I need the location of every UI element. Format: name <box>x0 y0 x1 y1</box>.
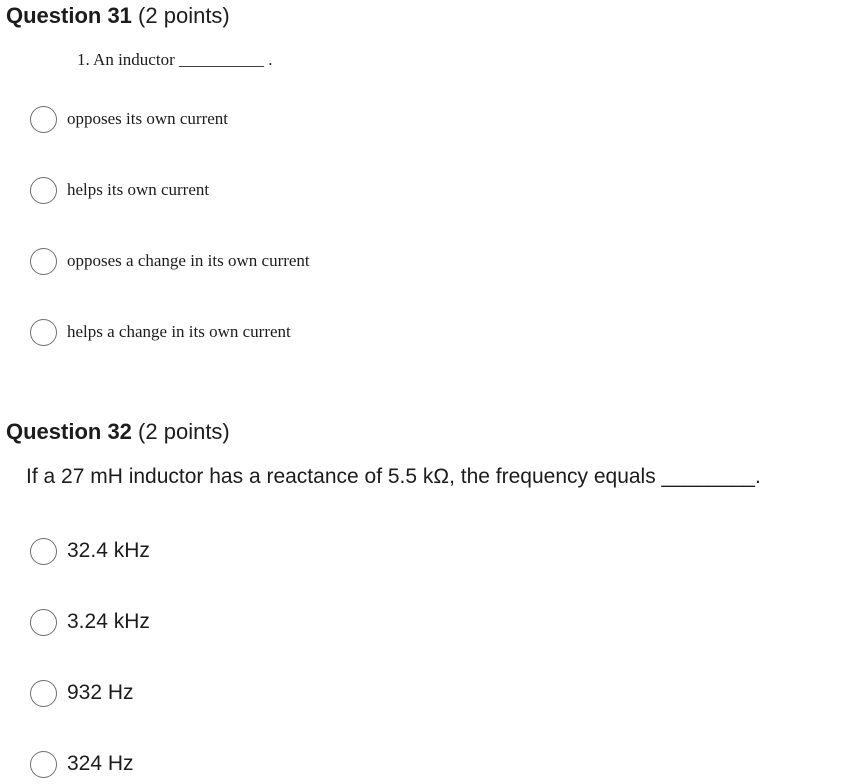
question-31-points: (2 points) <box>138 3 230 28</box>
q31-option-1-radio[interactable] <box>30 106 57 133</box>
q32-option-3-radio[interactable] <box>30 680 57 707</box>
question-32-name: Question 32 <box>6 419 132 444</box>
q31-option-2-label: helps its own current <box>67 180 210 199</box>
question-32-points: (2 points) <box>138 419 230 444</box>
q31-option-3[interactable] <box>30 246 310 276</box>
q31-option-3-radio[interactable] <box>30 248 57 275</box>
q32-option-1-radio[interactable] <box>30 538 57 565</box>
question-31-title <box>6 3 230 29</box>
question-31-name: Question 31 <box>6 3 132 28</box>
q32-option-2[interactable] <box>30 607 150 637</box>
q32-option-1-label: 32.4 kHz <box>67 539 150 562</box>
q32-option-4-label: 324 Hz <box>67 752 134 775</box>
q32-option-4[interactable] <box>30 749 134 779</box>
question-32-title <box>6 419 230 445</box>
question-31-prompt: 1. An inductor __________ . <box>77 50 273 69</box>
q31-option-2[interactable] <box>30 175 209 205</box>
q31-option-2-radio[interactable] <box>30 177 57 204</box>
q32-option-2-label: 3.24 kHz <box>67 610 150 633</box>
q32-option-3-label: 932 Hz <box>67 681 134 704</box>
q31-option-1[interactable] <box>30 104 228 134</box>
q32-option-4-radio[interactable] <box>30 751 57 778</box>
question-32-prompt: If a 27 mH inductor has a reactance of 5.5 kΩ, the frequency equals ________. <box>26 465 761 488</box>
q32-option-3[interactable] <box>30 678 134 708</box>
q31-option-4[interactable] <box>30 317 291 347</box>
q31-option-3-label: opposes a change in its own current <box>67 251 310 270</box>
q31-option-4-radio[interactable] <box>30 319 57 346</box>
q31-option-4-label: helps a change in its own current <box>67 322 291 341</box>
q31-option-1-label: opposes its own current <box>67 109 229 128</box>
q32-option-2-radio[interactable] <box>30 609 57 636</box>
q32-option-1[interactable] <box>30 536 150 566</box>
